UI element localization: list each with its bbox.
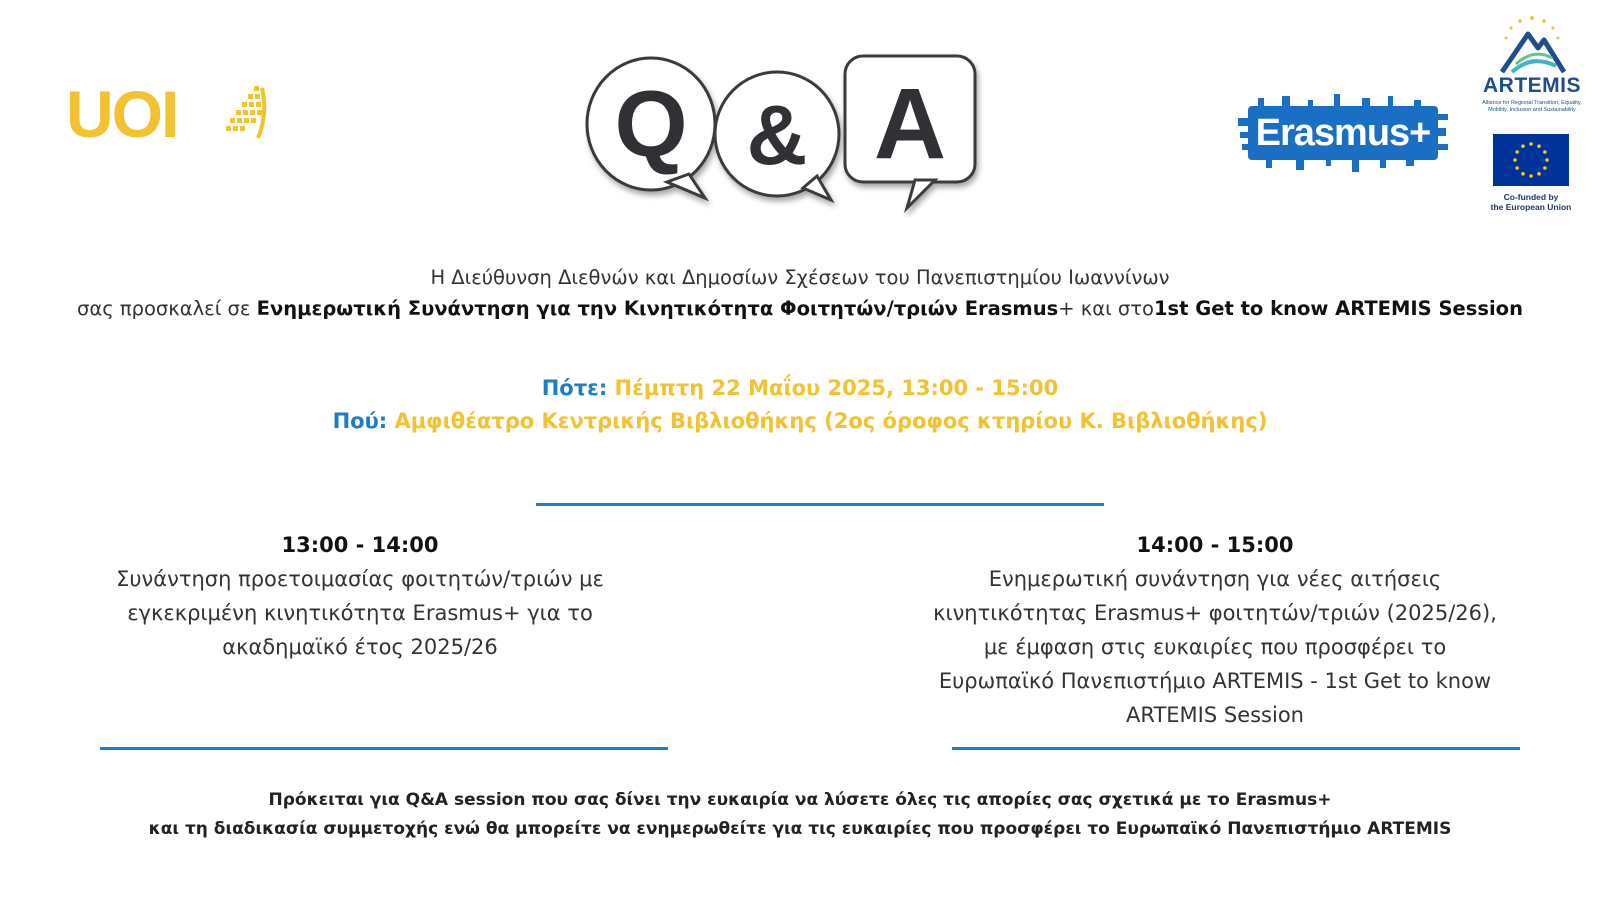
artemis-tagline-line2: Mobility, Inclusion and Sustainability: [1488, 107, 1576, 113]
artemis-tagline-line1: Alliance for Regional Transition, Equality,: [1482, 100, 1582, 106]
eu-star-icon: [1529, 174, 1533, 178]
eu-star-icon: [1521, 144, 1525, 148]
eu-star-icon: [1543, 150, 1547, 154]
footer-note: [0, 786, 1600, 844]
session-1-line: ακαδημαϊκό έτος 2025/26: [222, 635, 498, 659]
when-line: [0, 372, 1600, 405]
session-2-line: με έμφαση στις ευκαιρίες που προσφέρει το: [983, 635, 1447, 659]
artemis-logo-text: ARTEMIS: [1483, 74, 1581, 97]
intro-line2-event: Ενημερωτική Συνάντηση για την Κινητικότητα Φοιτητών/τριών Erasmus: [256, 297, 1059, 320]
uoi-building-icon: [224, 84, 270, 144]
intro-line2-prefix: σας προσκαλεί σε: [77, 297, 257, 320]
uoi-logo: [66, 78, 276, 158]
artemis-mountain-icon: [1472, 14, 1592, 76]
qa-letter-a: A: [873, 68, 947, 180]
eu-flag-icon: [1493, 134, 1569, 186]
eu-text-line2: the European Union: [1490, 202, 1572, 212]
session-2: [905, 528, 1525, 732]
eu-star-icon: [1515, 166, 1519, 170]
divider-left: [100, 747, 668, 750]
intro-line2-mid: + και στο: [1058, 297, 1154, 320]
uoi-logo-text: UOI: [66, 77, 178, 151]
session-2-line: ARTEMIS Session: [1126, 703, 1304, 727]
when-where-block: [0, 372, 1600, 438]
session-1-time: 13:00 - 14:00: [281, 533, 439, 557]
session-2-line: Ευρωπαϊκό Πανεπιστήμιο ARTEMIS - 1st Get to know: [938, 669, 1492, 693]
session-1-line: εγκεκριμένη κινητικότητα Erasmus+ για το: [127, 601, 593, 625]
footer-line1: Πρόκειται για Q&A session που σας δίνει την ευκαιρία να λύσετε όλες τις απορίες σας σχετικά με το Erasmus+: [268, 790, 1332, 810]
qa-letter-amp: &: [746, 88, 808, 182]
when-label: Πότε:: [541, 376, 608, 400]
where-line: [0, 405, 1600, 438]
qa-bubbles-graphic: [585, 48, 1005, 218]
session-1-line: Συνάντηση προετοιμασίας φοιτητών/τριών με: [116, 567, 604, 591]
artemis-logo: [1472, 14, 1592, 124]
when-value: Πέμπτη 22 Μαΐου 2025, 13:00 - 15:00: [614, 376, 1059, 400]
session-2-line: κινητικότητας Erasmus+ φοιτητών/τριών (2025/26),: [933, 601, 1497, 625]
eu-star-icon: [1537, 172, 1541, 176]
footer-line2: και τη διαδικασία συμμετοχής ενώ θα μπορείτε να ενημερωθείτε για τις ευκαιρίες που προσφέρει το Ευρωπαϊκό Πανεπιστήμιο ARTEMIS: [148, 819, 1452, 839]
eu-star-icon: [1513, 158, 1517, 162]
qa-letter-q: Q: [614, 71, 688, 176]
session-2-line: Ενημερωτική συνάντηση για νέες αιτήσεις: [988, 567, 1442, 591]
divider-right: [952, 747, 1520, 750]
erasmus-logo: [1238, 92, 1448, 174]
divider-top: [536, 503, 1104, 506]
session-2-time: 14:00 - 15:00: [1136, 533, 1294, 557]
artemis-tagline: [1476, 100, 1588, 114]
intro-text: [0, 262, 1600, 324]
eu-star-icon: [1521, 172, 1525, 176]
intro-line2: [0, 293, 1600, 324]
eu-text-line1: Co-funded by: [1503, 192, 1559, 202]
eu-cofunded-logo: [1490, 134, 1572, 212]
eu-star-icon: [1529, 142, 1533, 146]
eu-star-icon: [1545, 158, 1549, 162]
eu-star-icon: [1515, 150, 1519, 154]
eu-star-icon: [1543, 166, 1547, 170]
where-label: Πού:: [332, 409, 388, 433]
intro-line2-session: 1st Get to know ARTEMIS Session: [1153, 297, 1523, 320]
session-1: [80, 528, 640, 664]
eu-star-icon: [1537, 144, 1541, 148]
erasmus-logo-text: Erasmus+: [1255, 111, 1431, 154]
where-value: Αμφιθέατρο Κεντρικής Βιβλιοθήκης (2ος όροφος κτηρίου Κ. Βιβλιοθήκης): [394, 409, 1268, 433]
intro-line1: Η Διεύθυνση Διεθνών και Δημοσίων Σχέσεων του Πανεπιστημίου Ιωαννίνων: [430, 266, 1170, 289]
